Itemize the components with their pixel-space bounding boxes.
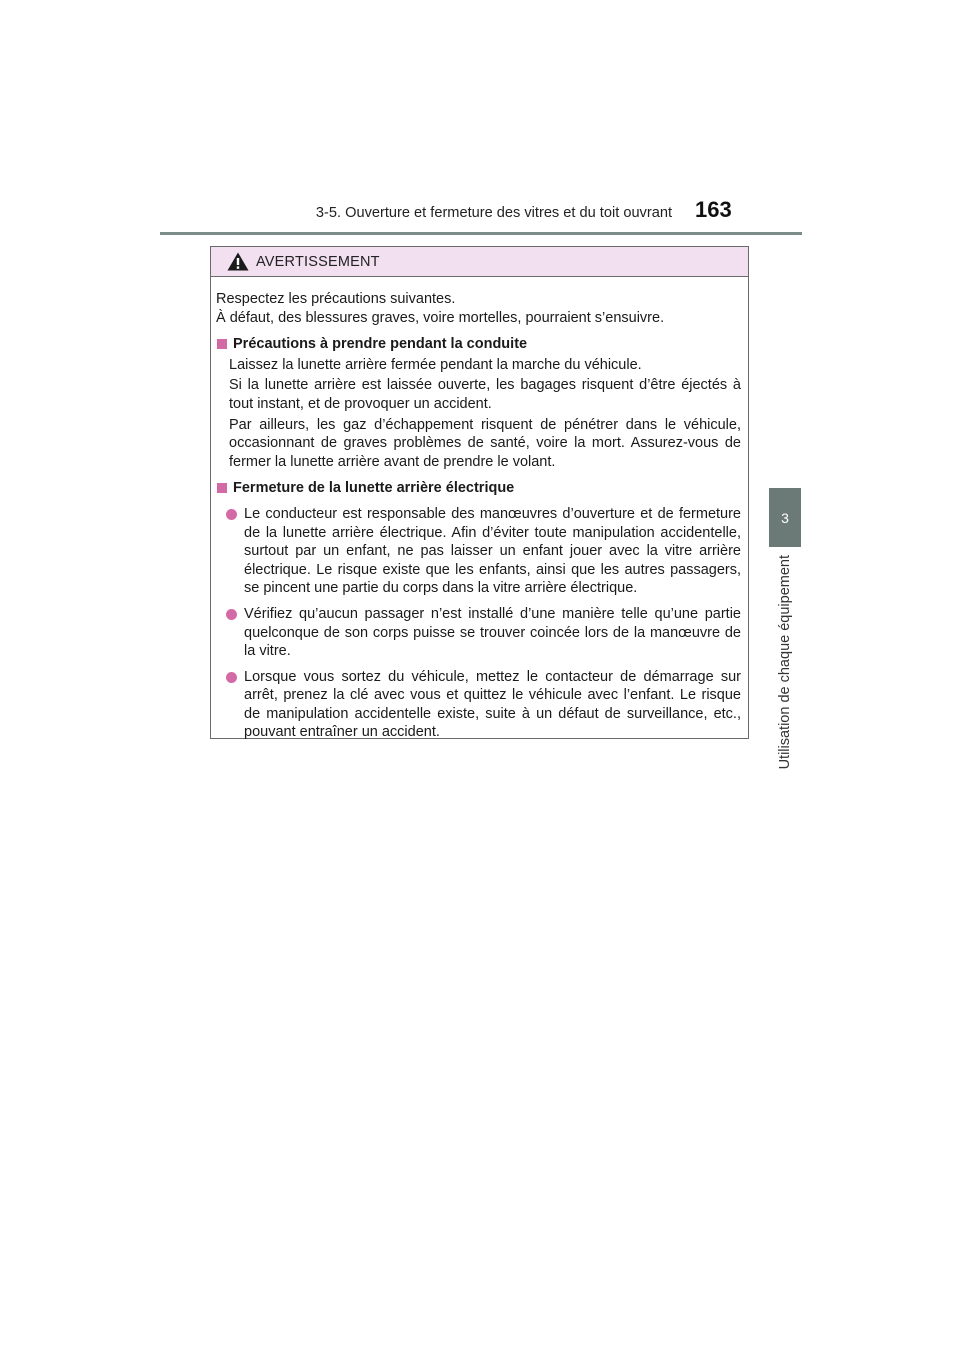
- warning-title: AVERTISSEMENT: [256, 253, 380, 270]
- section-title-driving: [216, 335, 741, 354]
- warning-header: [211, 247, 748, 277]
- list-item-text: Le conducteur est responsable des manœuvres d’ouverture et de fermeture de la lunette arrière électrique. Afin d’éviter toute manipulation accidentelle, surtout par un enfant, ne pas laisser un enfant jouer avec la vitre arrière électrique. Le risque existe que les enfants, ainsi que les autres passagers, se pincent une partie du corps dans la vitre arrière électrique.: [244, 505, 741, 597]
- chapter-tab[interactable]: [769, 488, 801, 547]
- warning-body: [211, 277, 748, 742]
- section-title-text: Précautions à prendre pendant la conduite: [233, 336, 528, 353]
- warning-triangle-icon: [227, 252, 249, 271]
- section-paragraph: Laissez la lunette arrière fermée pendant la marche du véhicule.: [229, 356, 642, 373]
- chapter-title-wrap: [769, 555, 801, 770]
- warning-box: [210, 246, 749, 739]
- intro-line: Respectez les précautions suivantes.: [216, 291, 456, 307]
- round-bullet-icon: [226, 609, 237, 620]
- chapter-title: Utilisation de chaque équipement: [777, 555, 793, 770]
- square-bullet-icon: [217, 483, 227, 493]
- section-title-rear-window: [216, 479, 741, 498]
- section-title-text: Fermeture de la lunette arrière électrique: [233, 480, 515, 497]
- round-bullet-icon: [226, 509, 237, 520]
- intro-line: À défaut, des blessures graves, voire mortelles, pourraient s’ensuivre.: [216, 309, 665, 326]
- list-item: [226, 505, 741, 598]
- chapter-number: 3: [781, 509, 789, 526]
- round-bullet-icon: [226, 672, 237, 683]
- list-item: [226, 605, 741, 661]
- list-item-text: Lorsque vous sortez du véhicule, mettez le contacteur de démarrage sur arrêt, prenez la clé avec vous et quittez le véhicule avec l’enfant. Le risque de manipulation accidentelle existe, suite à un défaut de surveillance, etc., pouvant entraîner un accident.: [244, 668, 741, 741]
- list-item-text: Vérifiez qu’aucun passager n’est installé d’une manière telle qu’une partie quelconque de son corps puisse se trouver coincée lors de la manœuvre de la vitre.: [244, 605, 741, 660]
- section-heading: 3-5. Ouverture et fermeture des vitres et du toit ouvrant: [315, 205, 672, 221]
- section-paragraph: Si la lunette arrière est laissée ouverte, les bagages risquent d’être éjectés à tout instant, et de provoquer un accident.: [229, 377, 741, 412]
- page-number: 163: [695, 197, 732, 222]
- list-item: [226, 668, 741, 742]
- square-bullet-icon: [217, 339, 227, 349]
- header-rule: [160, 232, 802, 235]
- section-paragraph: Par ailleurs, les gaz d’échappement risquent de pénétrer dans le véhicule, occasionnant de graves problèmes de santé, voire la mort. Assurez-vous de fermer la lunette arrière avant de prendre le volant.: [229, 416, 741, 470]
